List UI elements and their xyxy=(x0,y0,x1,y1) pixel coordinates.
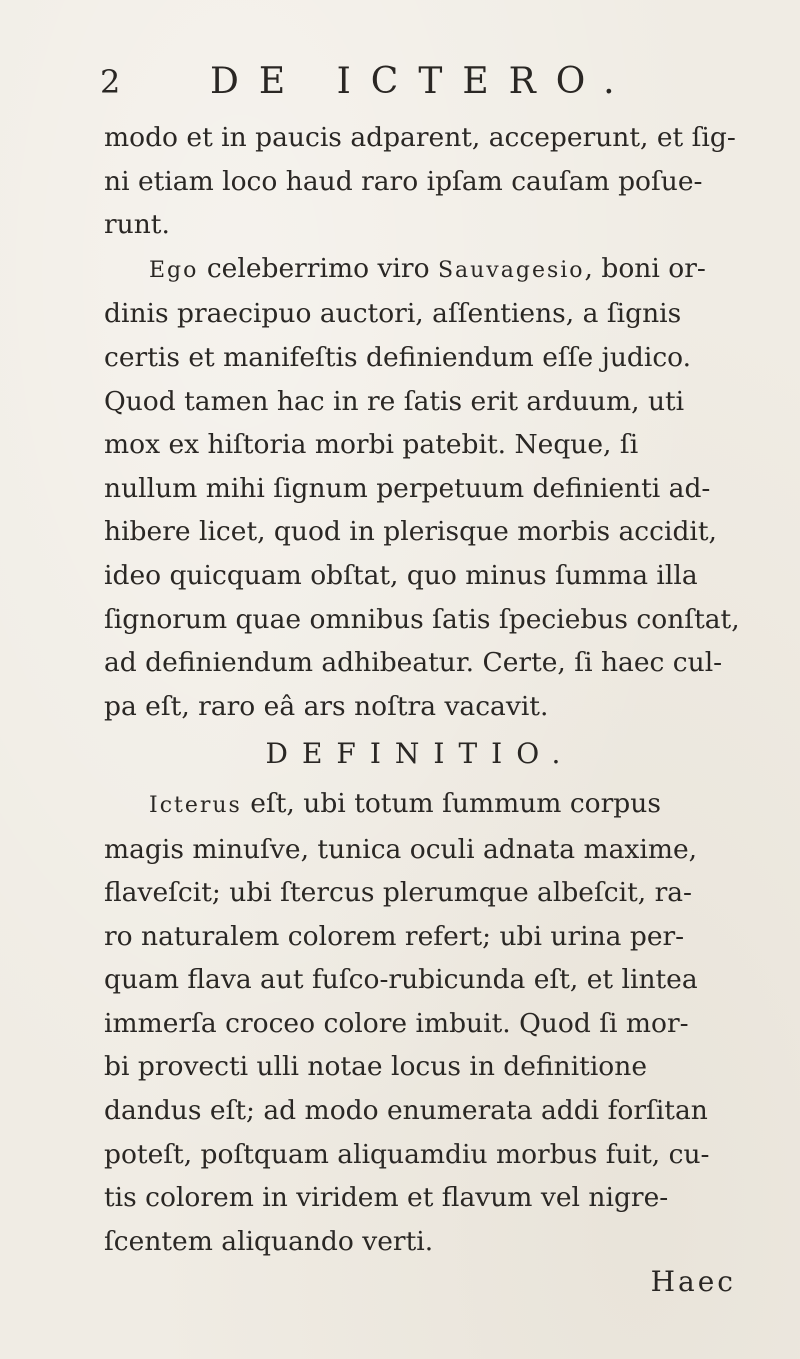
text-line: ſcentem aliquando verti. xyxy=(104,1225,434,1257)
text-line: immerſa croceo colore imbuit. Quod ſi mor- xyxy=(104,1007,689,1039)
catchword: Haec xyxy=(650,1265,736,1298)
paragraph-opening-line xyxy=(104,782,736,828)
text-line: dandus eſt; ad modo enumerata addi forſitan xyxy=(104,1095,708,1127)
text-line: hibere licet, quod in plerisque morbis accidit, xyxy=(104,516,717,548)
text-span: eſt, ubi totum ſummum corpus xyxy=(241,787,661,819)
text-line: modo et in paucis adparent, acceperunt, et ſig- xyxy=(104,122,736,153)
text-line: bi provecti ulli notae locus in definitione xyxy=(104,1051,648,1083)
small-caps-word: Icterus xyxy=(149,792,242,818)
paragraph-opening-line xyxy=(104,247,736,293)
text-line: flaveſcit; ubi ſtercus plerumque albeſcit, ra- xyxy=(104,877,693,909)
text-line: ro naturalem colorem refert; ubi urina per- xyxy=(104,920,685,952)
text-line: pa eſt, raro eâ ars noſtra vacavit. xyxy=(104,690,549,722)
text-span: , boni or- xyxy=(584,252,706,284)
author-name: Sauvagesio xyxy=(437,257,585,283)
text-line: runt. xyxy=(104,209,170,241)
text-line: ideo quicquam obſtat, quo minus ſumma illa xyxy=(104,559,698,591)
text-line: Quod tamen hac in re ſatis erit arduum, uti xyxy=(104,385,685,417)
page-header xyxy=(100,62,720,112)
section-heading: DEFINITIO. xyxy=(265,737,575,771)
text-line: ni etiam loco haud raro ipſam cauſam poſue- xyxy=(104,165,703,197)
running-head: DE ICTERO. xyxy=(210,61,635,102)
text-line: poteſt, poſtquam aliquamdiu morbus fuit, cu- xyxy=(104,1138,710,1170)
text-span: celeberrimo viro xyxy=(198,252,438,284)
text-line: magis minuſve, tunica oculi adnata maxime, xyxy=(104,833,698,865)
text-line: quam flava aut fuſco-rubicunda eſt, et lintea xyxy=(104,964,698,996)
text-line: ad definiendum adhibeatur. Certe, ſi haec cul- xyxy=(104,647,723,679)
text-line: mox ex hiſtoria morbi patebit. Neque, ſi xyxy=(104,429,639,461)
text-line: ſignorum quae omnibus ſatis ſpeciebus conſtat, xyxy=(104,603,740,635)
body-text xyxy=(104,116,740,1263)
text-line: tis colorem in viridem et flavum vel nigre- xyxy=(104,1182,669,1214)
text-line: certis et manifeſtis definiendum eſſe judico. xyxy=(104,341,692,373)
small-caps-word: Ego xyxy=(149,257,199,283)
page-number: 2 xyxy=(100,63,121,101)
text-line: dinis praecipuo auctori, aſſentiens, a ſignis xyxy=(104,298,682,330)
text-line: nullum mihi ſignum perpetuum definienti ad- xyxy=(104,472,711,504)
